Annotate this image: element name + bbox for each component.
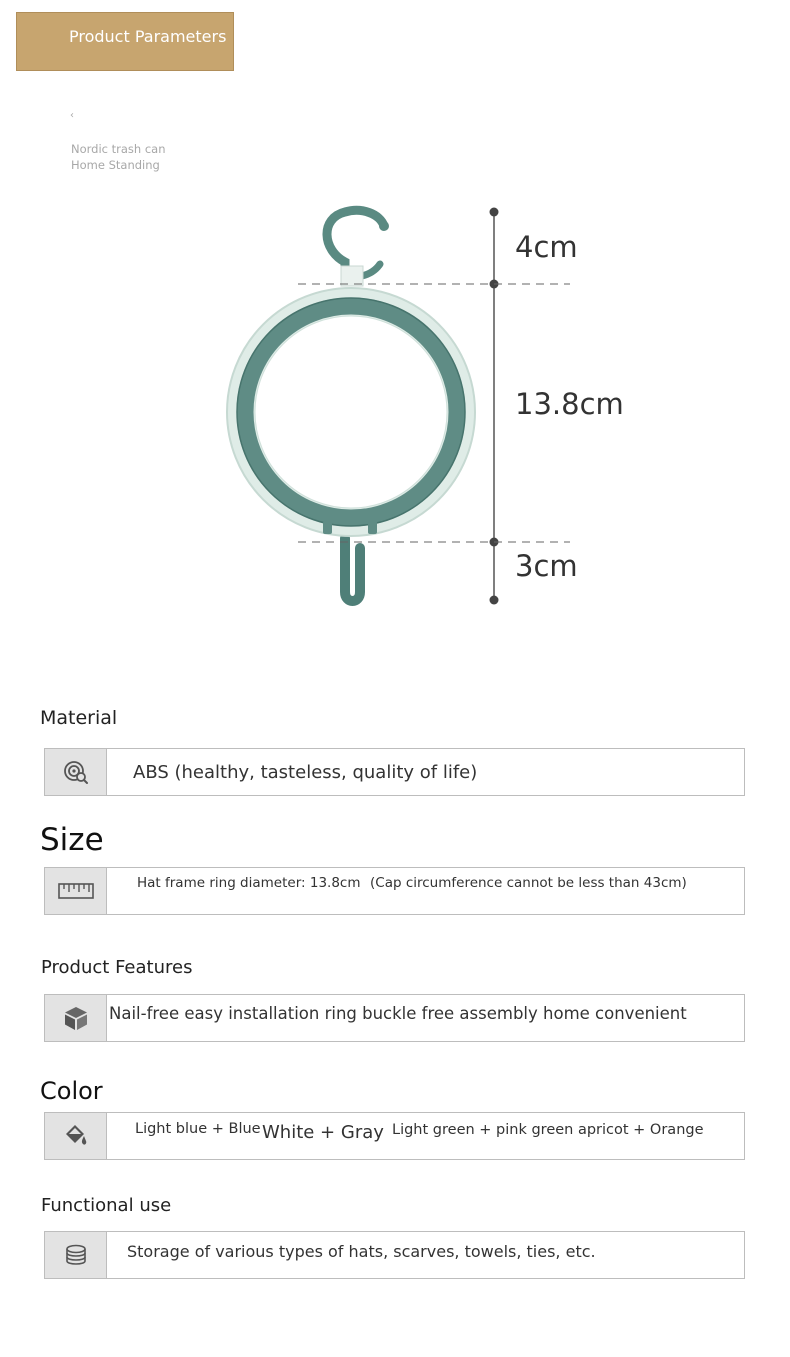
use-text: Storage of various types of hats, scarves, towels, ties, etc. xyxy=(127,1241,596,1261)
color-option-1: Light blue + Blue xyxy=(135,1121,261,1137)
size-row xyxy=(44,867,745,915)
coin-stack-icon xyxy=(63,1242,89,1268)
intro-line-1: Nordic trash can xyxy=(71,142,166,156)
dimension-dot-bottom xyxy=(490,596,499,605)
product-diagram xyxy=(0,0,790,640)
material-title: Material xyxy=(40,707,118,729)
top-hook-clip xyxy=(362,264,380,276)
material-text: ABS (healthy, tasteless, quality of life) xyxy=(133,761,478,783)
color-row xyxy=(44,1112,745,1160)
dimension-label-ring: 13.8cm xyxy=(515,387,624,421)
features-text: Nail-free easy installation ring buckle free assembly home convenient xyxy=(109,1003,687,1023)
dimension-dot-top xyxy=(490,208,499,217)
ring-clasp-right xyxy=(368,521,377,534)
header-tab-label: Product Parameters xyxy=(69,27,227,46)
ring-hole xyxy=(255,316,447,508)
dimension-label-top: 4cm xyxy=(515,230,578,264)
features-title: Product Features xyxy=(41,957,193,978)
material-row xyxy=(44,748,745,796)
bottom-hook xyxy=(345,538,360,601)
size-icon-cell xyxy=(45,868,107,914)
material-icon-cell xyxy=(45,749,107,795)
features-icon-cell xyxy=(45,995,107,1041)
paint-bucket-icon xyxy=(62,1122,90,1150)
size-title: Size xyxy=(40,822,104,858)
features-row xyxy=(44,994,745,1042)
dimension-label-bottom: 3cm xyxy=(515,549,578,583)
target-search-icon xyxy=(61,757,91,787)
top-hook xyxy=(327,210,384,270)
back-glyph: ‹ xyxy=(70,110,74,121)
color-option-3: Light green + pink green apricot + Orange xyxy=(392,1122,704,1138)
use-icon-cell xyxy=(45,1232,107,1278)
color-title: Color xyxy=(40,1077,103,1105)
size-text-a: Hat frame ring diameter: 13.8cm xyxy=(137,875,361,891)
use-row xyxy=(44,1231,745,1279)
use-title: Functional use xyxy=(41,1195,172,1216)
cube-icon xyxy=(63,1005,89,1031)
top-hook-mount xyxy=(341,266,363,286)
ruler-icon xyxy=(58,880,94,902)
color-icon-cell xyxy=(45,1113,107,1159)
top-hook-tip xyxy=(379,221,389,231)
color-option-2: White + Gray xyxy=(262,1121,384,1143)
ring-clasp-left xyxy=(323,521,332,534)
size-text-b: (Cap circumference cannot be less than 43cm) xyxy=(370,875,687,891)
intro-line-2: Home Standing xyxy=(71,158,160,172)
